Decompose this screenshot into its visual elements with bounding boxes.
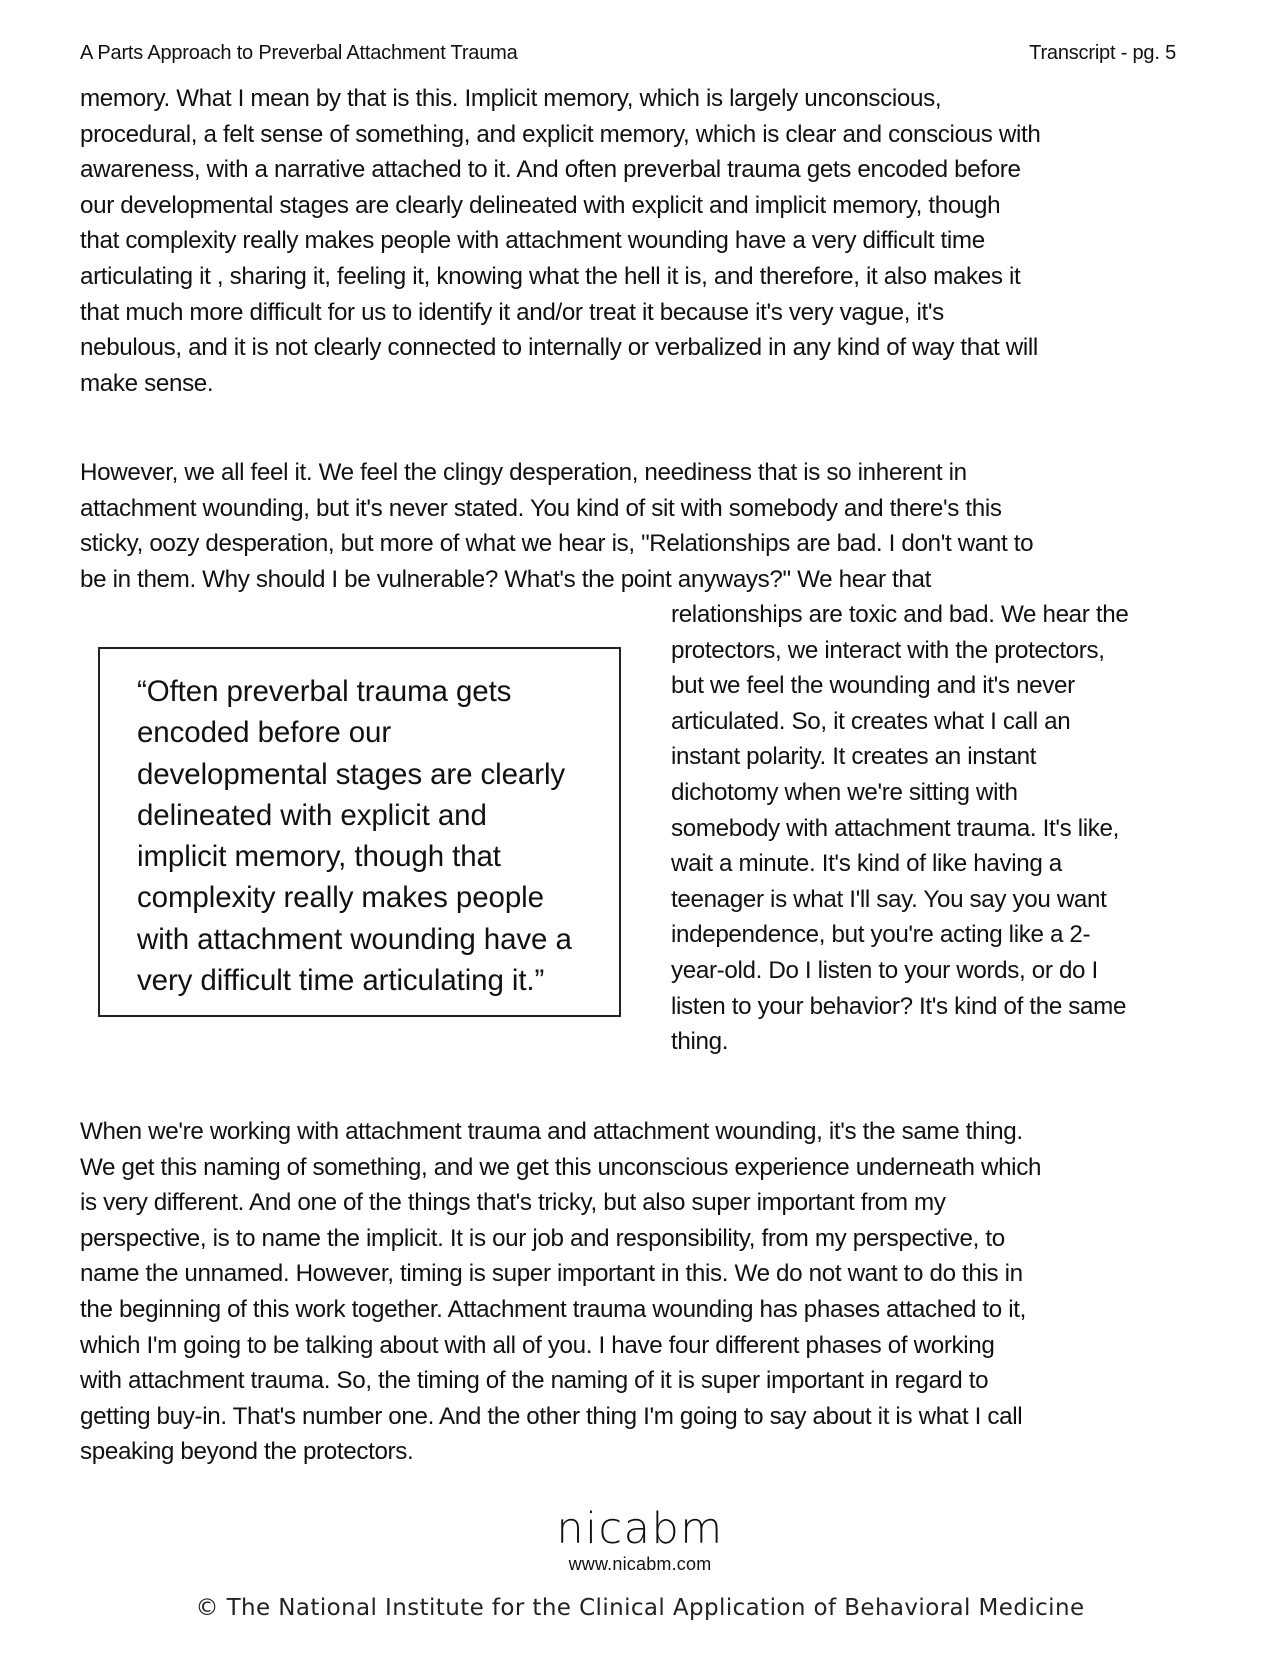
copyright-notice: © The National Institute for the Clinical Application of Behavioral Medicine	[195, 1595, 1085, 1621]
text-line: somebody with attachment trauma. It's like,	[671, 814, 1119, 842]
pull-quote-box	[98, 647, 621, 1017]
text-line: our developmental stages are clearly delineated with explicit and implicit memory, though	[80, 191, 1001, 219]
text-line: which I'm going to be talking about with all of you. I have four different phases of working	[80, 1331, 995, 1359]
quote-line: with attachment wounding have a	[137, 922, 572, 956]
page-footer	[0, 1505, 1280, 1623]
text-line: wait a minute. It's kind of like having a	[671, 850, 1062, 878]
text-line: relationships are toxic and bad. We hear the	[671, 601, 1129, 628]
text-line: be in them. Why should I be vulnerable? What's the point anyways?" We hear that	[80, 565, 931, 593]
text-line: When we're working with attachment trauma and attachment wounding, it's the same thing.	[80, 1118, 1023, 1145]
brand-logo: nicabm	[556, 1504, 724, 1554]
text-line: protectors, we interact with the protectors,	[671, 636, 1105, 664]
page-number-label: Transcript - pg. 5	[1029, 41, 1176, 64]
text-line: the beginning of this work together. Attachment trauma wounding has phases attached to it,	[80, 1295, 1027, 1323]
text-line: thing.	[671, 1028, 729, 1056]
quote-line: developmental stages are clearly	[137, 757, 566, 791]
text-line: articulating it , sharing it, feeling it, knowing what the hell it is, and therefore, it also makes it	[80, 262, 1021, 290]
quote-line: delineated with explicit and	[137, 798, 487, 832]
text-line: year-old. Do I listen to your words, or do I	[671, 956, 1098, 984]
quote-line: complexity really makes people	[137, 881, 544, 915]
website-link[interactable]: www.nicabm.com	[568, 1554, 712, 1574]
paragraph-implicit-memory	[80, 81, 1041, 401]
text-line: perspective, is to name the implicit. It is our job and responsibility, from my perspective, to	[80, 1224, 1005, 1252]
text-line: sticky, oozy desperation, but more of what we hear is, "Relationships are bad. I don't want to	[80, 530, 1034, 558]
text-line: We get this naming of something, and we get this unconscious experience underneath which	[80, 1153, 1042, 1181]
text-line: independence, but you're acting like a 2-	[671, 921, 1091, 949]
text-line: getting buy-in. That's number one. And the other thing I'm going to say about it is what I call	[80, 1402, 1023, 1430]
text-line: procedural, a felt sense of something, and explicit memory, which is clear and conscious with	[80, 120, 1041, 148]
text-line: but we feel the wounding and it's never	[671, 672, 1075, 700]
text-line: make sense.	[80, 369, 214, 397]
text-line: instant polarity. It creates an instant	[671, 743, 1037, 771]
text-line: name the unnamed. However, timing is super important in this. We do not want to do this in	[80, 1260, 1023, 1288]
quote-line: implicit memory, though that	[137, 840, 501, 874]
text-line: However, we all feel it. We feel the clingy desperation, neediness that is so inherent in	[80, 459, 967, 486]
text-line: nebulous, and it is not clearly connected to internally or verbalized in any kind of way that will	[80, 334, 1038, 362]
quote-line: encoded before our	[137, 716, 392, 750]
text-line: dichotomy when we're sitting with	[671, 778, 1018, 806]
paragraph-we-all-feel-it	[80, 455, 1033, 597]
text-line: with attachment trauma. So, the timing of the naming of it is super important in regard to	[80, 1367, 989, 1395]
document-title: A Parts Approach to Preverbal Attachment Trauma	[80, 41, 518, 64]
text-line: listen to your behavior? It's kind of the same	[671, 992, 1127, 1020]
quote-line: “Often preverbal trauma gets	[137, 675, 512, 708]
text-line: teenager is what I'll say. You say you want	[671, 885, 1107, 913]
text-line: attachment wounding, but it's never stated. You kind of sit with somebody and there's this	[80, 494, 1002, 522]
paragraph-naming-the-implicit	[80, 1114, 1041, 1470]
text-line: awareness, with a narrative attached to it. And often preverbal trauma gets encoded before	[80, 156, 1021, 184]
pull-quote-text	[137, 671, 572, 1001]
page-header	[80, 38, 1176, 68]
quote-line: very difficult time articulating it.”	[137, 964, 545, 998]
text-line: that much more difficult for us to identify it and/or treat it because it's very vague, it's	[80, 298, 944, 326]
text-line: memory. What I mean by that is this. Implicit memory, which is largely unconscious,	[80, 85, 942, 112]
text-line: articulated. So, it creates what I call an	[671, 707, 1071, 735]
text-line: speaking beyond the protectors.	[80, 1438, 414, 1466]
text-line: that complexity really makes people with attachment wounding have a very difficult time	[80, 227, 985, 255]
text-line: is very different. And one of the things that's tricky, but also super important from my	[80, 1189, 946, 1217]
paragraph-wrap-column	[671, 597, 1128, 1060]
